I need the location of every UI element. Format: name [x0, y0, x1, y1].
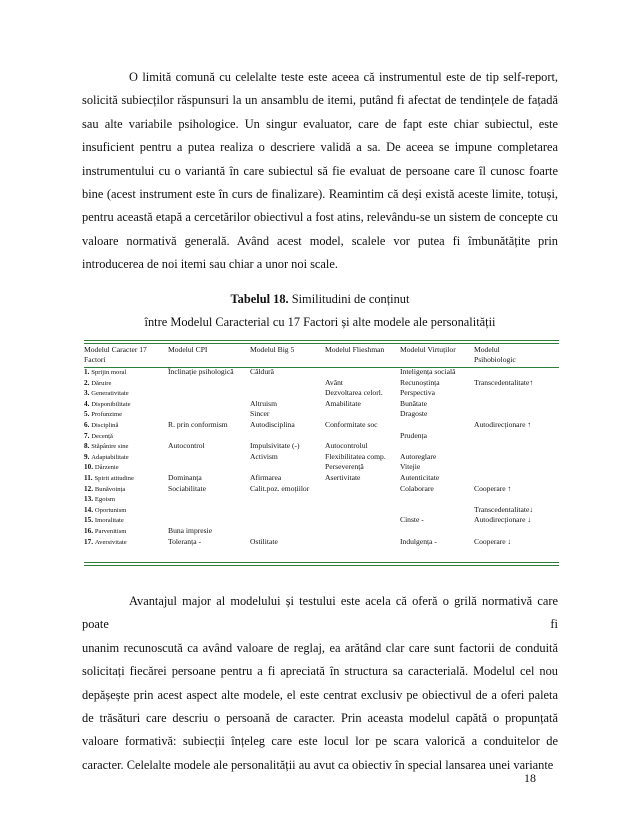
big5-cell — [250, 515, 325, 526]
cpi-cell — [168, 409, 250, 420]
column-header — [250, 345, 325, 367]
fleishman-cell: Perseverență — [325, 462, 364, 472]
fleishman-cell — [325, 515, 400, 526]
psychobiological-cell: Autodirecționare ↓ — [474, 515, 532, 525]
table-row — [84, 505, 559, 516]
table-row — [84, 399, 559, 410]
psychobiological-cell — [474, 494, 559, 505]
column-header-text: Factori — [84, 354, 106, 364]
fleishman-cell: Autocontrolul — [325, 441, 368, 451]
factor-cell — [84, 409, 168, 420]
fleishman-cell: Asertivitate — [325, 472, 361, 482]
fleishman-cell — [325, 431, 400, 442]
factor-name: Generativitate — [91, 390, 129, 398]
column-header — [84, 345, 168, 367]
fleishman-cell: Dezvoltarea celorl. — [325, 388, 383, 398]
table-row — [84, 409, 559, 420]
factor-cell — [84, 515, 168, 526]
factor-cell — [84, 505, 168, 516]
factor-cell — [84, 526, 168, 537]
column-header-text: Modelul CPI — [168, 345, 208, 354]
cpi-cell — [168, 399, 250, 410]
cpi-cell: Toleranța - — [168, 536, 201, 546]
factor-cell — [84, 367, 168, 378]
cpi-cell: Autocontrol — [168, 441, 205, 451]
column-header-text: Modelul — [474, 345, 500, 354]
cpi-cell — [168, 431, 250, 442]
cpi-cell — [168, 515, 250, 526]
factor-number: 8. — [84, 442, 90, 451]
paragraph-line: introducerea de noi itemi sau chiar a unor noi scale. — [82, 257, 338, 272]
virtues-cell: Dragoste — [400, 409, 428, 419]
fleishman-cell: Conformitate soc — [325, 419, 378, 429]
paragraph-line: O limită comună cu celelalte teste este aceea că instrumentul este de tip self-report, — [129, 70, 558, 84]
column-header — [325, 345, 400, 367]
cpi-cell — [168, 388, 250, 399]
page-number: 18 — [524, 771, 536, 785]
paragraph-line: solicitați fiecărei persoane pentru a fi apreciată în structura sa caracterială. Modelul cel nou — [82, 664, 558, 679]
factor-name: Parvenitism — [94, 527, 127, 535]
factor-cell — [84, 462, 168, 473]
table-row — [84, 441, 559, 452]
table-bottom-rule — [84, 565, 559, 566]
table-row — [84, 388, 559, 399]
factor-number: 13. — [84, 495, 93, 504]
column-header — [400, 345, 474, 367]
factor-name: Aversivitate — [94, 538, 127, 546]
table-top-rule-inner — [84, 343, 559, 344]
column-header — [474, 345, 559, 367]
cpi-cell: R. prin conformism — [168, 419, 228, 429]
factor-number: 6. — [84, 420, 90, 429]
fleishman-cell: Avânt — [325, 377, 343, 387]
big5-cell — [250, 378, 325, 389]
big5-cell — [250, 431, 325, 442]
factor-cell — [84, 537, 168, 548]
virtues-cell — [400, 420, 474, 431]
paragraph-line: solicită subiecților răspunsuri la un ansamblu de itemi, putând fi afectat de tendințele de fațadă — [82, 93, 558, 108]
factor-cell — [84, 388, 168, 399]
virtues-cell: Recunoștința — [400, 377, 440, 387]
factor-number: 2. — [84, 378, 90, 387]
big5-cell: Altruism — [250, 398, 278, 408]
paragraph-line: sau alte variabile psihologice. Un singur evaluator, care de fapt este chiar subiectul, este — [82, 116, 558, 131]
table-bottom-rule-inner — [84, 562, 559, 563]
factor-name: Dăruire — [91, 379, 112, 387]
table-row — [84, 484, 559, 495]
table-row — [84, 494, 559, 505]
psychobiological-cell: Autodirecționare ↑ — [474, 419, 532, 429]
factor-number: 17. — [84, 537, 93, 546]
factor-number: 4. — [84, 399, 90, 408]
factor-number: 15. — [84, 516, 93, 525]
paragraph-line: Avantajul major al modelului și testului este acela că oferă o grilă normativă care poate fi — [82, 594, 558, 632]
column-header-text: Modelul Flieshman — [325, 345, 385, 354]
cpi-cell: Sociabilitate — [168, 483, 206, 493]
cpi-cell — [168, 494, 250, 505]
factor-name: Adaptabilitate — [91, 453, 129, 461]
column-header-text: Psihobiologic — [474, 354, 516, 364]
factor-name: Bunăvoința — [94, 485, 126, 493]
paragraph-line: caracter. Celelalte modele ale personalității au avut ca obiectiv în special lansarea unei variante — [82, 757, 554, 772]
virtues-cell: Bunătate — [400, 398, 427, 408]
factor-cell — [84, 431, 168, 442]
table-top-rule — [84, 340, 559, 341]
psychobiological-cell: Transcedentalitate↓ — [474, 504, 534, 514]
big5-cell: Autodisciplina — [250, 419, 295, 429]
factor-name: Disciplină — [91, 421, 119, 429]
psychobiological-cell — [474, 473, 559, 484]
paragraph-line: valoare normativă generală. Având acest model, scalele vor putea fi îmbunătățite prin — [82, 233, 558, 248]
cpi-cell — [168, 462, 250, 473]
factor-name: Oportunism — [94, 506, 127, 514]
virtues-cell: Autoreglare — [400, 451, 437, 461]
factor-number: 16. — [84, 526, 93, 535]
paragraph-line: depășește prin acest aspect alte modele, el este centrat exclusiv pe obiectivul de a oferi paleta — [82, 687, 558, 702]
factor-name: Imoralitate — [94, 517, 124, 525]
fleishman-cell — [325, 494, 400, 505]
factor-name: Disponibilitate — [91, 400, 131, 408]
factor-number: 9. — [84, 452, 90, 461]
virtues-cell: Indulgența - — [400, 536, 437, 546]
factor-number: 7. — [84, 431, 90, 440]
fleishman-cell — [325, 484, 400, 495]
virtues-cell: Inteligența socială — [400, 367, 456, 376]
table-title: Similitudini de conținut — [288, 292, 410, 306]
big5-cell: Calit.poz. emoțiilor — [250, 483, 310, 493]
table-row — [84, 515, 559, 526]
table-row — [84, 431, 559, 442]
psychobiological-cell — [474, 462, 559, 473]
column-header-text: Modelul Caracter 17 — [84, 345, 147, 354]
virtues-cell — [400, 441, 474, 452]
table-header — [84, 345, 559, 367]
factor-number: 10. — [84, 463, 93, 472]
factor-name: Stăpânire sine — [91, 443, 129, 451]
virtues-cell: Cinste - — [400, 515, 424, 525]
big5-cell: Impulsivitate (-) — [250, 441, 300, 451]
fleishman-cell — [325, 505, 400, 516]
big5-cell — [250, 526, 325, 537]
virtues-cell — [400, 494, 474, 505]
big5-cell: Afirmarea — [250, 472, 282, 482]
factor-cell — [84, 473, 168, 484]
cpi-cell: Înclinație psihologică — [168, 367, 234, 376]
fleishman-cell — [325, 367, 400, 378]
conclusion-paragraph — [82, 590, 558, 777]
fleishman-cell: Flexibilitatea comp. — [325, 451, 386, 461]
table-body — [84, 367, 559, 547]
big5-cell: Sincer — [250, 409, 270, 419]
table-row — [84, 462, 559, 473]
virtues-cell — [400, 505, 474, 516]
column-header-text: Modelul Virtuților — [400, 345, 456, 354]
paragraph-line: pentru această etapă a cercetărilor obiectivul a fost atins, relevându-se un sistem de concepte cu — [82, 210, 558, 225]
paragraph-line: insuficient pentru a putea realiza o descriere validă a sa. De aceea se impune completarea — [82, 140, 558, 155]
table-row — [84, 526, 559, 537]
big5-cell: Activism — [250, 451, 278, 461]
factor-name: Profunzime — [91, 411, 123, 419]
paragraph-line: valoare formativă: subiecții înțeleg care este locul lor pe scara valorică a conduitelor de — [82, 734, 558, 749]
cpi-cell: Buna impresie — [168, 525, 213, 535]
factor-number: 14. — [84, 505, 93, 514]
psychobiological-cell — [474, 431, 559, 442]
big5-cell — [250, 462, 325, 473]
virtues-cell: Vitejie — [400, 462, 421, 472]
cpi-cell — [168, 452, 250, 463]
factor-cell — [84, 378, 168, 389]
column-header — [168, 345, 250, 367]
big5-cell — [250, 494, 325, 505]
paragraph-line: de trăsături care descriu o persoană de caracter. Prin aceasta modelul capătă o propunțată — [82, 711, 558, 726]
table-row — [84, 420, 559, 431]
psychobiological-cell — [474, 409, 559, 420]
factor-number: 12. — [84, 484, 93, 493]
factor-name: Decență — [91, 432, 113, 440]
table-row — [84, 452, 559, 463]
factor-name: Egoism — [94, 496, 116, 504]
psychobiological-cell: Cooperare ↓ — [474, 536, 512, 546]
table-row — [84, 473, 559, 484]
psychobiological-cell: Cooperare ↑ — [474, 483, 512, 493]
factor-cell — [84, 494, 168, 505]
factor-number: 5. — [84, 410, 90, 419]
virtues-cell: Colaborare — [400, 483, 434, 493]
psychobiological-cell — [474, 388, 559, 399]
psychobiological-cell — [474, 367, 559, 378]
psychobiological-cell — [474, 526, 559, 537]
factor-number: 11. — [84, 473, 93, 482]
big5-cell — [250, 505, 325, 516]
similarity-table — [84, 345, 559, 547]
fleishman-cell: Amabilitate — [325, 398, 361, 408]
paragraph-line: bine (acest instrument este în curs de finalizare). Reamintim că deși există aceste limite, totuși, — [82, 187, 558, 202]
paragraph-line: unanim recunoscută ca având valoare de reglaj, ea arătând clar care sunt factorii de conduită — [82, 640, 558, 655]
virtues-cell: Perspectiva — [400, 388, 436, 398]
cpi-cell: Dominanța — [168, 472, 202, 482]
table-row — [84, 378, 559, 389]
factor-cell — [84, 452, 168, 463]
table-caption-line1 — [82, 288, 558, 311]
factor-name: Spirit atitudine — [94, 474, 134, 482]
psychobiological-cell: Transcedentalitate↑ — [474, 377, 534, 387]
table-row — [84, 537, 559, 548]
table-label: Tabelul 18. — [230, 292, 289, 306]
factor-number: 1. — [84, 368, 90, 376]
fleishman-cell — [325, 409, 400, 420]
factor-name: Sprijin moral — [91, 369, 127, 376]
big5-cell: Căldură — [250, 367, 275, 376]
factor-number: 3. — [84, 389, 90, 398]
fleishman-cell — [325, 537, 400, 548]
table-row — [84, 367, 559, 378]
big5-cell — [250, 388, 325, 399]
psychobiological-cell — [474, 452, 559, 463]
virtues-cell — [400, 526, 474, 537]
fleishman-cell — [325, 526, 400, 537]
big5-cell: Ostilitate — [250, 536, 278, 546]
factor-name: Dârzenie — [94, 464, 119, 472]
virtues-cell: Prudența — [400, 430, 427, 440]
factor-cell — [84, 484, 168, 495]
cpi-cell — [168, 378, 250, 389]
psychobiological-cell — [474, 399, 559, 410]
virtues-cell: Autenticitate — [400, 472, 440, 482]
column-header-text: Modelul Big 5 — [250, 345, 295, 354]
paragraph-line: instrumentului cu o variantă în care subiectul să fie evaluat de persoane care îl cunosc foarte — [82, 163, 558, 178]
factor-cell — [84, 420, 168, 431]
intro-paragraph — [82, 66, 558, 277]
table-caption-line2: între Modelul Caracterial cu 17 Factori și alte modele ale personalității — [144, 315, 496, 329]
factor-cell — [84, 399, 168, 410]
psychobiological-cell — [474, 441, 559, 452]
factor-cell — [84, 441, 168, 452]
cpi-cell — [168, 505, 250, 516]
